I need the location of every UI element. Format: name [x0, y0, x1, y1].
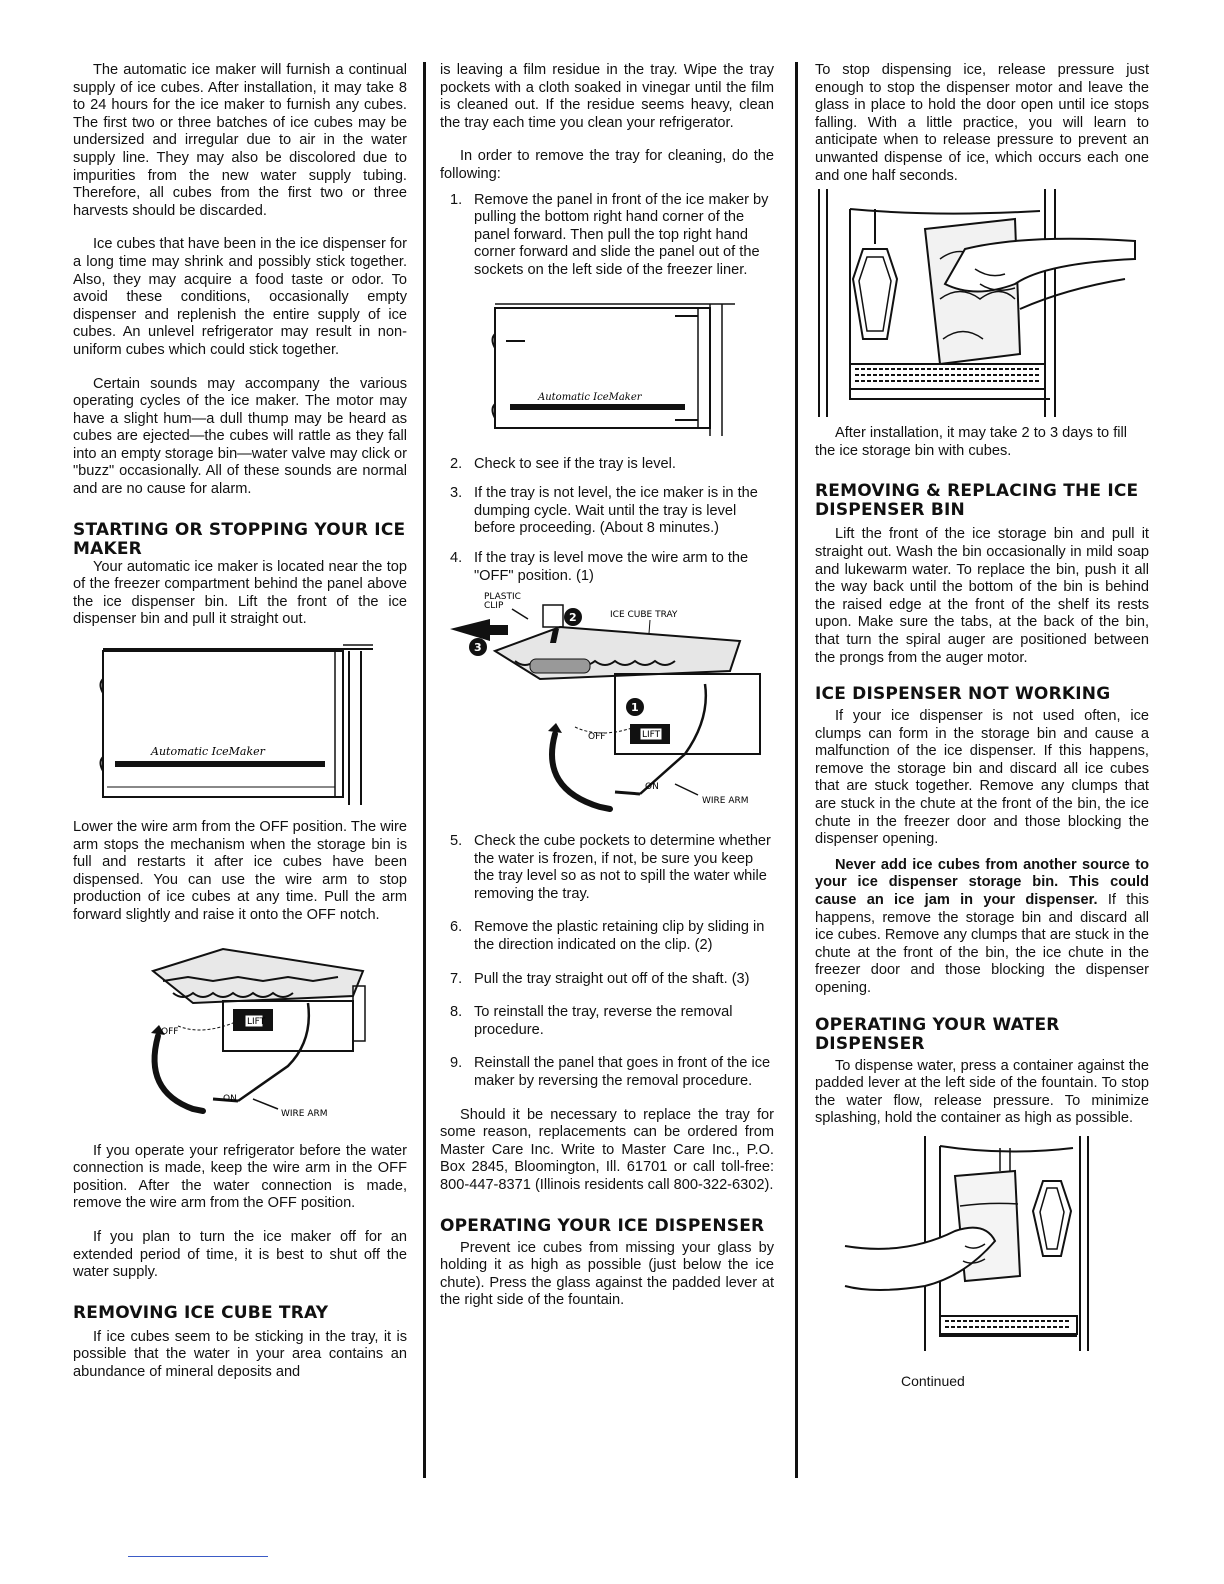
water-dispensing-figure	[815, 1136, 1149, 1361]
column-3	[815, 62, 1149, 1391]
fig4-on-label: ON	[645, 782, 659, 793]
tray-removal-figure	[440, 589, 774, 821]
heading-not-working: ICE DISPENSER NOT WORKING	[815, 684, 1111, 705]
water-connection-paragraph: If you operate your refrigerator before the water connection is made, keep the wire arm in the OFF position. After the water connection is made, remove the wire arm from the OFF position.	[73, 1142, 407, 1212]
column-1	[73, 62, 407, 1398]
fig2-lift-label: LIFT	[247, 1016, 266, 1027]
heading-operating-water: OPERATING YOUR WATER DISPENSER	[815, 1014, 1060, 1054]
step-item: 1. Remove the panel in front of the ice maker by pulling the bottom right hand corner of the panel forward. Then pull the top right hand corner forward and slide the panel out of the sockets on the left side of the freezer liner.	[450, 191, 769, 278]
bin-paragraph: Lift the front of the ice storage bin and pull it straight out. Wash the bin occasionally in mild soap and lukewarm water. To replace the bin, push it all the way back until the bottom of the bin is behind the raised edge at the front of the shelf its rests upon. Make sure the tabs, at the back of the bin, that turn the spiral auger are positioned between the prongs from the auger motor.	[815, 526, 1149, 666]
remove-intro-paragraph: In order to remove the tray for cleaning, do the following:	[440, 148, 774, 182]
fig4-number-2: 2	[569, 611, 577, 625]
fig4-off-label: OFF	[588, 732, 606, 743]
continued-label: Continued	[901, 1372, 965, 1389]
ice-maker-panel-figure	[73, 637, 407, 807]
fig4-lift-label: LIFT	[642, 730, 661, 741]
fig3-brand-label: Automatic IceMaker	[538, 391, 642, 403]
sticking-paragraph: If ice cubes seem to be sticking in the tray, it is possible that the water in your area contains an abundance of mineral deposits and	[73, 1328, 407, 1380]
step-item: 5. Check the cube pockets to determine whether the water is frozen, if not, be sure you keep the tray level so as not to spill the water while removing the tray.	[450, 833, 771, 902]
fig2-off-label: OFF	[161, 1026, 179, 1037]
heading-operating-ice: OPERATING YOUR ICE DISPENSER	[440, 1215, 765, 1236]
warning-rest-text: If this happens, remove the storage bin and discard all ice cubes. Remove any clumps that are stuck in the chute at the front of the bin, the ice chute in the freezer door and those blocking the dispenser opening.	[815, 892, 1149, 996]
ice-shrink-paragraph: Ice cubes that have been in the ice dispenser for a long time may shrink and possibly stick together. Also, they may acquire a food taste or odor. To avoid these conditions, occasionally empty dispenser and replenish the entire supply of ice cubes. An unlevel refrigerator may result in non-uniform cubes which could stick together.	[73, 236, 407, 358]
steps-list-a	[440, 192, 774, 280]
warning-bold-text: Never add ice cubes from another source to your ice dispenser storage bin. This could cause an ice jam in your dispenser.	[815, 856, 1149, 909]
column-2	[440, 62, 774, 1326]
fig2-wire-arm-label: WIRE ARM	[281, 1108, 328, 1119]
stop-dispensing-paragraph: To stop dispensing ice, release pressure just enough to stop the dispenser motor and leave the glass in place to hold the door open until ice stops falling. With a little practice, you will learn to anticipate when to release pressure to prevent an unwanted dispense of ice, which occurs each one and one half seconds.	[815, 62, 1149, 184]
fig4-clip-label: CLIP	[484, 601, 504, 612]
step-item: 6. Remove the plastic retaining clip by sliding in the direction indicated on the clip. (2)	[450, 919, 765, 954]
column-rule-left	[423, 62, 426, 1478]
fig4-number-1: 1	[631, 701, 639, 715]
location-paragraph: Your automatic ice maker is located near the top of the freezer compartment behind the panel above the ice dispenser bin. Lift the front of the ice dispenser bin and pull it straight out.	[73, 558, 407, 628]
ice-dispensing-figure	[815, 189, 1149, 419]
fig4-tray-label: ICE CUBE TRAY	[610, 610, 678, 621]
heading-removing-tray: REMOVING ICE CUBE TRAY	[73, 1302, 329, 1323]
wire-arm-figure	[73, 941, 407, 1131]
column-rule-right	[795, 62, 798, 1478]
prevent-missing-paragraph: Prevent ice cubes from missing your glass by holding it as high as possible (just below the ice chute). Press the glass against the padded lever at the right side of the fountain.	[440, 1239, 774, 1309]
footer-line	[128, 1556, 268, 1557]
ice-maker-panel-figure-2	[440, 294, 774, 444]
step-item: 3. If the tray is not level, the ice maker is in the dumping cycle. Wait until the tray is level before proceeding. (About 8 minutes.)	[450, 485, 758, 537]
fig4-wire-arm-label: WIRE ARM	[702, 796, 749, 807]
film-residue-paragraph: is leaving a film residue in the tray. Wipe the tray pockets with a cloth soaked in vinegar until the film is cleaned out. If the residue seems heavy, clean the tray each time you clean your refrigerator.	[440, 62, 774, 131]
steps-list-c	[440, 833, 774, 1091]
step-item: 8. To reinstall the tray, reverse the removal procedure.	[450, 1004, 733, 1038]
step-item: 9. Reinstall the panel that goes in front of the ice maker by reversing the removal procedure.	[450, 1055, 771, 1090]
step-item: 7. Pull the tray straight out off of the shaft. (3)	[450, 970, 750, 987]
fig4-number-3: 3	[474, 641, 482, 655]
step-item: 2. Check to see if the tray is level.	[450, 455, 676, 472]
replacement-paragraph: Should it be necessary to replace the tray for some reason, replacements can be ordered from Master Care Inc. Write to Master Care Inc., P.O. Box 2845, Bloomington, Ill. 61701 or call toll-free: 800-447-8371 (Illinois residents call 800-322-6302).	[440, 1106, 774, 1193]
installation-caption: After installation, it may take 2 to 3 days to fill the ice storage bin with cubes.	[815, 425, 1128, 459]
wire-arm-paragraph: Lower the wire arm from the OFF position. The wire arm stops the mechanism when the storage bin is full and restarts it after ice cubes have been dispensed. You can use the wire arm to stop production of ice cubes at any time. Pull the arm forward slightly and raise it onto the OFF notch.	[73, 819, 407, 923]
sounds-paragraph: Certain sounds may accompany the various operating cycles of the ice maker. The motor may have a slight hum—a dull thump may be heard as cubes are ejected—the cubes will rattle as they fall into an empty storage bin—water valve may click or "buzz" occasionally. All of these sounds are normal and are no cause for alarm.	[73, 375, 407, 498]
heading-starting-stopping: STARTING OR STOPPING YOUR ICE MAKER	[73, 519, 406, 559]
steps-list-b	[440, 456, 774, 586]
fig1-brand-label: Automatic IceMaker	[151, 745, 265, 759]
water-paragraph: To dispense water, press a container against the padded lever at the left side of the fountain. To stop the water flow, release pressure. To minimize splashing, hold the container as high as possible.	[815, 1057, 1149, 1127]
fig4-plastic-label: PLASTIC	[484, 592, 521, 603]
shut-off-paragraph: If you plan to turn the ice maker off for an extended period of time, it is best to shut off the water supply.	[73, 1228, 407, 1281]
fig2-on-label: ON	[223, 1093, 237, 1104]
intro-paragraph: The automatic ice maker will furnish a continual supply of ice cubes. After installation, it may take 8 to 24 hours for the ice maker to furnish any cubes. The first two or three batches of ice cubes may be undersized and irregular due to air in the water supply line. They may also be discolored due to impurities from the new water supply tubing. Therefore, all cubes from the first two or three harvests should be discarded.	[73, 62, 407, 219]
warning-paragraph	[815, 857, 1149, 998]
heading-removing-bin: REMOVING & REPLACING THE ICE DISPENSER BIN	[815, 481, 1139, 521]
clumps-paragraph: If your ice dispenser is not used often, ice clumps can form in the storage bin and cause a malfunction of the ice dispenser. If this happens, remove the storage bin and discard all ice cubes that are stuck together. Remove any clumps that are stuck in the chute at the front of the bin, the ice chute in the freezer door and those blocking the dispenser opening.	[815, 708, 1149, 848]
step-item: 4. If the tray is level move the wire arm to the "OFF" position. (1)	[450, 549, 749, 584]
